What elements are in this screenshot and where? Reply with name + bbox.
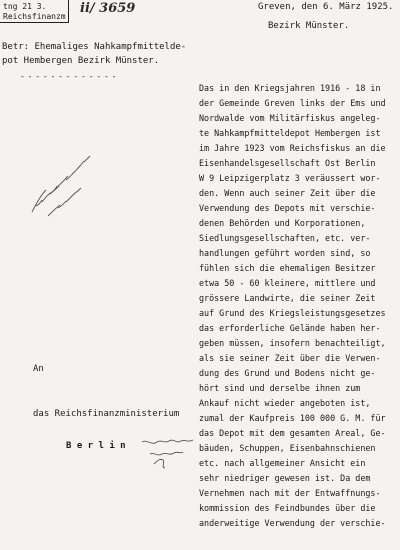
subject-line-1: Betr: Ehemaliges Nahkampfmittelde- — [2, 42, 187, 52]
body-line: im Jahre 1923 vom Reichsfiskus an die — [199, 143, 386, 153]
body-line: grössere Landwirte, die seiner Zeit — [199, 293, 376, 303]
body-line: handlungen geführt worden sind, so — [199, 248, 371, 258]
body-line: te Nahkampfmitteldepot Hembergen ist — [199, 128, 381, 138]
stamp-line-2: Reichsfinanzm — [3, 12, 66, 21]
body-line: den. Wenn auch seiner Zeit über die — [199, 188, 376, 198]
body-line: etc. nach allgemeiner Ansicht ein — [199, 458, 366, 468]
body-line: auf Grund des Kriegsleistungsgesetzes — [199, 308, 386, 318]
body-line: Das in den Kriegsjahren 1916 - 18 in — [199, 83, 381, 93]
body-line: fühlen sich die ehemaligen Besitzer — [199, 263, 376, 273]
body-line: Siedlungsgesellschaften, etc. ver- — [199, 233, 371, 243]
body-line: bäuden, Schuppen, Eisenbahnschienen — [199, 443, 376, 453]
handwritten-margin-note — [28, 150, 98, 220]
body-line: Eisenhandelsgesellschaft Ost Berlin — [199, 158, 376, 168]
addressee-ministry: das Reichsfinanzministerium — [33, 409, 180, 419]
place-date: Greven, den 6. März 1925. — [258, 2, 394, 12]
subject-separator: - - - - - - - - - - - - - — [20, 72, 116, 81]
body-line: Ankauf nicht wieder angeboten ist, — [199, 398, 371, 408]
body-line: Vernehmen nach mit der Entwaffnungs- — [199, 488, 381, 498]
handwritten-side-note — [140, 436, 198, 478]
body-line: der Gemeinde Greven links der Ems und — [199, 98, 386, 108]
addressee-prefix: An — [33, 364, 44, 374]
body-line: denen Behörden und Korporationen, — [199, 218, 366, 228]
body-line: das erforderliche Gelände haben her- — [199, 323, 381, 333]
body-line: etwa 50 - 60 kleinere, mittlere und — [199, 278, 376, 288]
handwritten-file-number: ii/ 3659 — [80, 1, 136, 16]
body-line: anderweitige Verwendung der verschie- — [199, 518, 386, 528]
received-stamp — [0, 0, 69, 23]
district: Bezirk Münster. — [268, 21, 350, 31]
body-line: Verwendung des Depots mit verschie- — [199, 203, 376, 213]
body-line: Nordwalde vom Militärfiskus angeleg- — [199, 113, 381, 123]
addressee-city: B e r l i n — [66, 441, 126, 451]
body-line: dung des Grund und Bodens nicht ge- — [199, 368, 376, 378]
body-line: als sie seiner Zeit über die Verwen- — [199, 353, 381, 363]
body-line: kommission des Feindbundes über die — [199, 503, 376, 513]
body-line: W 9 Leipzigerplatz 3 veräussert wor- — [199, 173, 381, 183]
body-line: das Depot mit dem gesamten Areal, Ge- — [199, 428, 386, 438]
body-line: geben müssen, insofern benachteiligt, — [199, 338, 386, 348]
stamp-line-1: tng 21 3. — [3, 2, 47, 11]
body-line: zumal der Kaufpreis 100 000 G. M. für — [199, 413, 386, 423]
body-line: sehr niedriger gewesen ist. Da dem — [199, 473, 371, 483]
body-line: hört sind und derselbe ihnen zum — [199, 383, 361, 393]
subject-line-2: pot Hembergen Bezirk Münster. — [2, 56, 160, 66]
